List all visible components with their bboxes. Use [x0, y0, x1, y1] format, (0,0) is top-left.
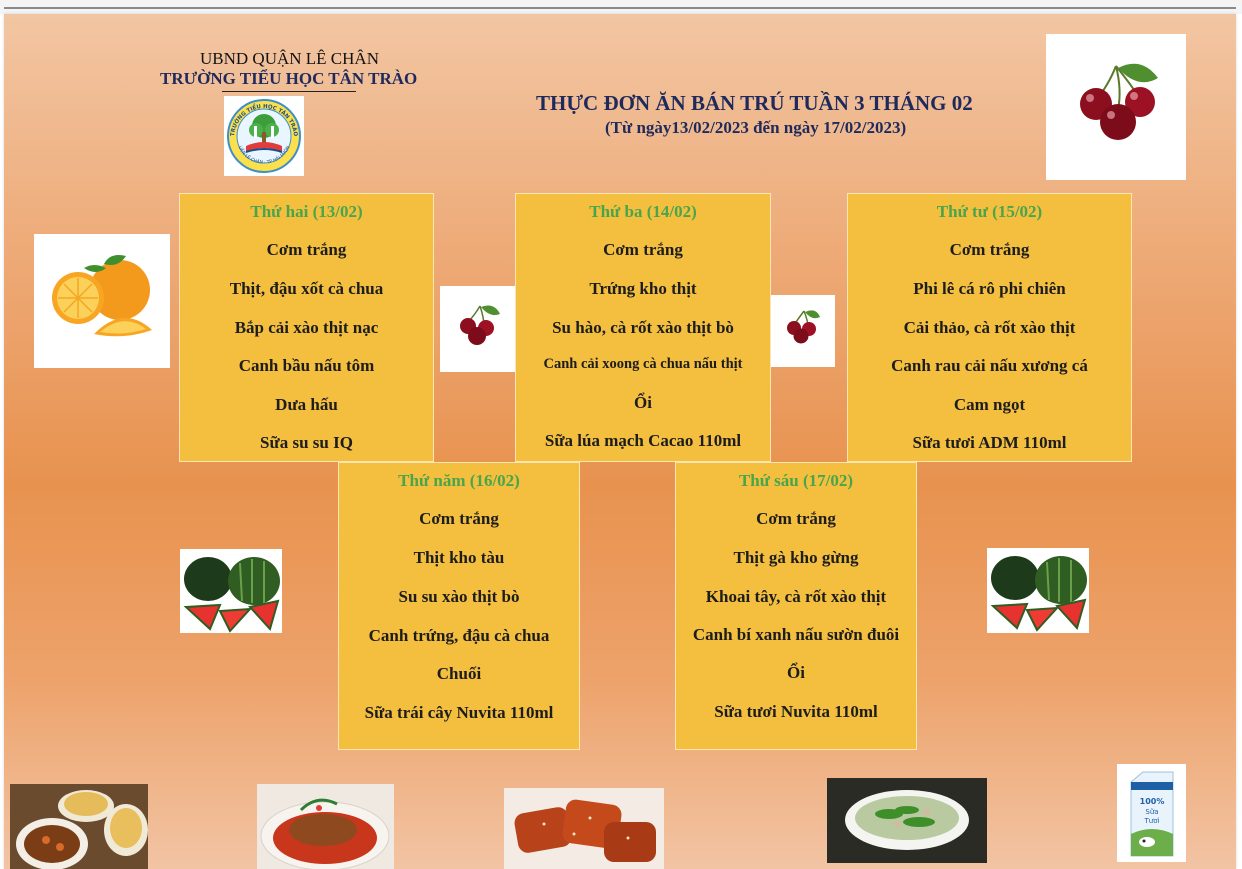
- page-title: THỰC ĐƠN ĂN BÁN TRÚ TUẦN 3 THÁNG 02: [536, 91, 973, 115]
- logo-bottom-text: UẬN LÊ CHÂN · TP HẢI PHÒN: [236, 145, 292, 166]
- page-subtitle: (Từ ngày13/02/2023 đến ngày 17/02/2023): [605, 118, 907, 137]
- menu-item: Su su xào thịt bò: [398, 587, 520, 606]
- menu-item: Cơm trắng: [603, 240, 683, 259]
- day-card-fri: [675, 462, 917, 750]
- small-cherry-image-2: [770, 295, 835, 367]
- menu-item: Sữa trái cây Nuvita 110ml: [364, 703, 554, 722]
- day-card-tue: [515, 193, 771, 462]
- day-heading: Thứ tư (15/02): [936, 202, 1043, 221]
- menu-item: Canh trứng, đậu cà chua: [368, 626, 550, 645]
- menu-item: Phi lê cá rô phi chiên: [913, 279, 1066, 298]
- top-divider: [4, 7, 1236, 9]
- menu-item: Khoai tây, cà rốt xào thịt: [705, 587, 887, 606]
- fish-sauce-image: [257, 784, 394, 869]
- watermelon-image-2: [987, 548, 1089, 633]
- cherry-image: [1046, 34, 1186, 180]
- menu-item: Canh cải xoong cà chua nấu thịt: [543, 356, 743, 372]
- menu-item: Sữa tươi Nuvita 110ml: [714, 702, 878, 721]
- watermelon-image: [180, 549, 282, 633]
- menu-item: Ổi: [634, 393, 652, 412]
- school-name: TRƯỜNG TIỂU HỌC TÂN TRÀO: [160, 69, 418, 88]
- soup-bread-image: [10, 784, 148, 869]
- menu-item: Canh bí xanh nấu sườn đuôi: [692, 625, 900, 644]
- milk-carton-label-2: Sữa: [1145, 808, 1159, 816]
- day-card-thu: [338, 462, 580, 750]
- school-logo: [224, 96, 304, 176]
- menu-item: Cải thảo, cà rốt xào thịt: [903, 318, 1076, 337]
- menu-item: Su hào, cà rốt xào thịt bò: [552, 318, 734, 337]
- menu-item: Canh bầu nấu tôm: [238, 356, 375, 375]
- menu-item: Cơm trắng: [756, 509, 836, 528]
- school-underline: [222, 91, 356, 92]
- menu-item: Canh rau cải nấu xương cá: [891, 356, 1088, 375]
- menu-item: Sữa lúa mạch Cacao 110ml: [544, 431, 742, 450]
- day-heading: Thứ sáu (17/02): [738, 471, 854, 490]
- small-cherry-image: [440, 286, 516, 372]
- menu-item: Bắp cải xào thịt nạc: [234, 318, 379, 337]
- vegetable-soup-image: [827, 778, 987, 863]
- district-name: UBND QUẬN LÊ CHÂN: [200, 49, 379, 68]
- menu-item: Cam ngọt: [953, 395, 1026, 414]
- logo-top-text: TRƯỜNG TIỂU HỌC TÂN TRÀO: [230, 103, 299, 137]
- day-heading: Thứ ba (14/02): [589, 202, 697, 221]
- menu-item: Sữa tươi ADM 110ml: [912, 433, 1067, 452]
- milk-carton-label-1: 100%: [1139, 797, 1165, 806]
- day-heading: Thứ hai (13/02): [250, 202, 363, 221]
- day-heading: Thứ năm (16/02): [398, 471, 520, 490]
- menu-item: Ổi: [787, 663, 805, 682]
- menu-item: Chuối: [436, 664, 482, 683]
- milk-carton-image: [1117, 764, 1186, 862]
- braised-meat-image: [504, 788, 664, 869]
- menu-item: Cơm trắng: [419, 509, 499, 528]
- milk-carton-label-3: Tươi: [1144, 817, 1160, 825]
- menu-item: Trứng kho thịt: [589, 279, 697, 298]
- window-top-bar: [0, 0, 1242, 14]
- menu-item: Dưa hấu: [275, 395, 338, 414]
- menu-item: Cơm trắng: [949, 240, 1030, 259]
- orange-image: [34, 234, 170, 368]
- menu-item: Thịt, đậu xốt cà chua: [229, 279, 384, 298]
- menu-item: Cơm trắng: [266, 240, 347, 259]
- menu-item: Thịt kho tàu: [413, 548, 505, 567]
- day-card-mon: [179, 193, 434, 462]
- menu-item: Thịt gà kho gừng: [733, 548, 859, 567]
- day-card-wed: [847, 193, 1132, 462]
- menu-item: Sữa su su IQ: [260, 433, 353, 452]
